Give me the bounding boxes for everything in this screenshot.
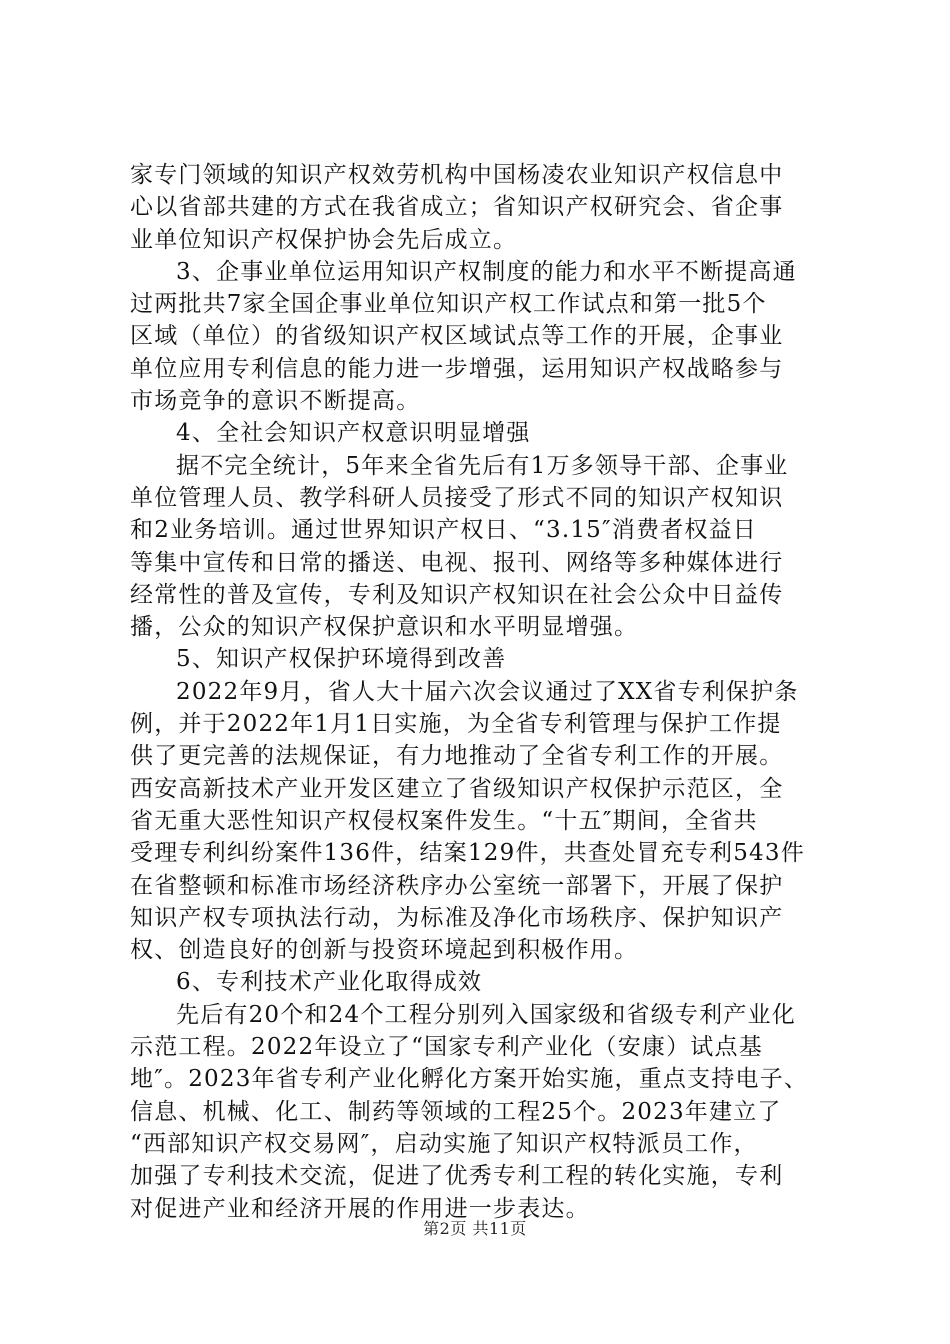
section-heading: 5、知识产权保护环境得到改善 — [176, 646, 507, 673]
text-line: 心以省部共建的方式在我省成立；省知识产权研究会、省企事 — [130, 194, 784, 221]
paragraph-start: 2022年9月，省人大十届六次会议通过了XX省专利保护条 — [176, 678, 799, 705]
text-line: 等集中宣传和日常的播送、电视、报刊、网络等多种媒体进行 — [130, 549, 784, 576]
text-line: 业单位知识产权保护协会先后成立。 — [130, 226, 518, 253]
text-line: 过两批共7家全国企事业单位知识产权工作试点和第一批5个 — [130, 291, 767, 318]
text-line: 单位管理人员、教学科研人员接受了形式不同的知识产权知识 — [130, 484, 784, 511]
text-line: 省无重大恶性知识产权侵权案件发生。“十五″期间，全省共 — [130, 807, 758, 834]
text-line: 例，并于2022年1月1日实施，为全省专利管理与保护工作提 — [130, 711, 782, 738]
text-line: 区域（单位）的省级知识产权区域试点等工作的开展，企事业 — [130, 323, 784, 350]
text-line: 和2业务培训。通过世界知识产权日、“3.15″消费者权益日 — [130, 517, 757, 544]
paragraph-start: 先后有20个和24个工程分别列入国家级和省级专利产业化 — [176, 1001, 796, 1028]
text-line: 地″。2023年省专利产业化孵化方案开始实施，重点支持电子、 — [130, 1066, 809, 1093]
text-line: 信息、机械、化工、制药等领域的工程25个。2023年建立了 — [130, 1098, 782, 1125]
text-line: 西安高新技术产业开发区建立了省级知识产权保护示范区，全 — [130, 775, 784, 802]
document-body — [130, 159, 830, 1225]
text-line: 在省整顿和标准市场经济秩序办公室统一部署下，开展了保护 — [130, 872, 784, 899]
text-line: 单位应用专利信息的能力进一步增强，运用知识产权战略参与 — [130, 355, 784, 382]
text-line: “西部知识产权交易网″，启动实施了知识产权特派员工作， — [130, 1130, 758, 1157]
text-line: 家专门领域的知识产权效劳机构中国杨凌农业知识产权信息中 — [130, 162, 784, 188]
text-line: 经常性的普及宣传，专利及知识产权知识在社会公众中日益传 — [130, 581, 784, 608]
section-heading: 6、专利技术产业化取得成效 — [176, 969, 483, 996]
text-line: 市场竞争的意识不断提高。 — [130, 388, 421, 415]
text-line: 供了更完善的法规保证，有力地推动了全省专利工作的开展。 — [130, 743, 784, 770]
text-line: 播，公众的知识产权保护意识和水平明显增强。 — [130, 614, 639, 641]
page-number-footer: 第2页 共11页 — [423, 1219, 527, 1238]
text-line: 对促进产业和经济开展的作用进一步表达。 — [130, 1195, 590, 1222]
text-line: 知识产权专项执法行动，为标准及净化市场秩序、保护知识产 — [130, 904, 784, 931]
text-line: 加强了专利技术交流，促进了优秀专利工程的转化实施，专利 — [130, 1163, 784, 1190]
section-heading: 3、企事业单位运用知识产权制度的能力和水平不断提高通 — [176, 258, 797, 285]
text-line: 示范工程。2022年设立了“国家专利产业化（安康）试点基 — [130, 1034, 763, 1061]
text-line: 受理专利纠纷案件136件，结案129件，共查处冒充专利543件 — [130, 840, 805, 867]
section-heading: 4、全社会知识产权意识明显增强 — [176, 420, 531, 447]
paragraph-start: 据不完全统计，5年来全省先后有1万多领导干部、企事业 — [176, 452, 789, 479]
text-line: 权、创造良好的创新与投资环境起到积极作用。 — [130, 937, 639, 964]
